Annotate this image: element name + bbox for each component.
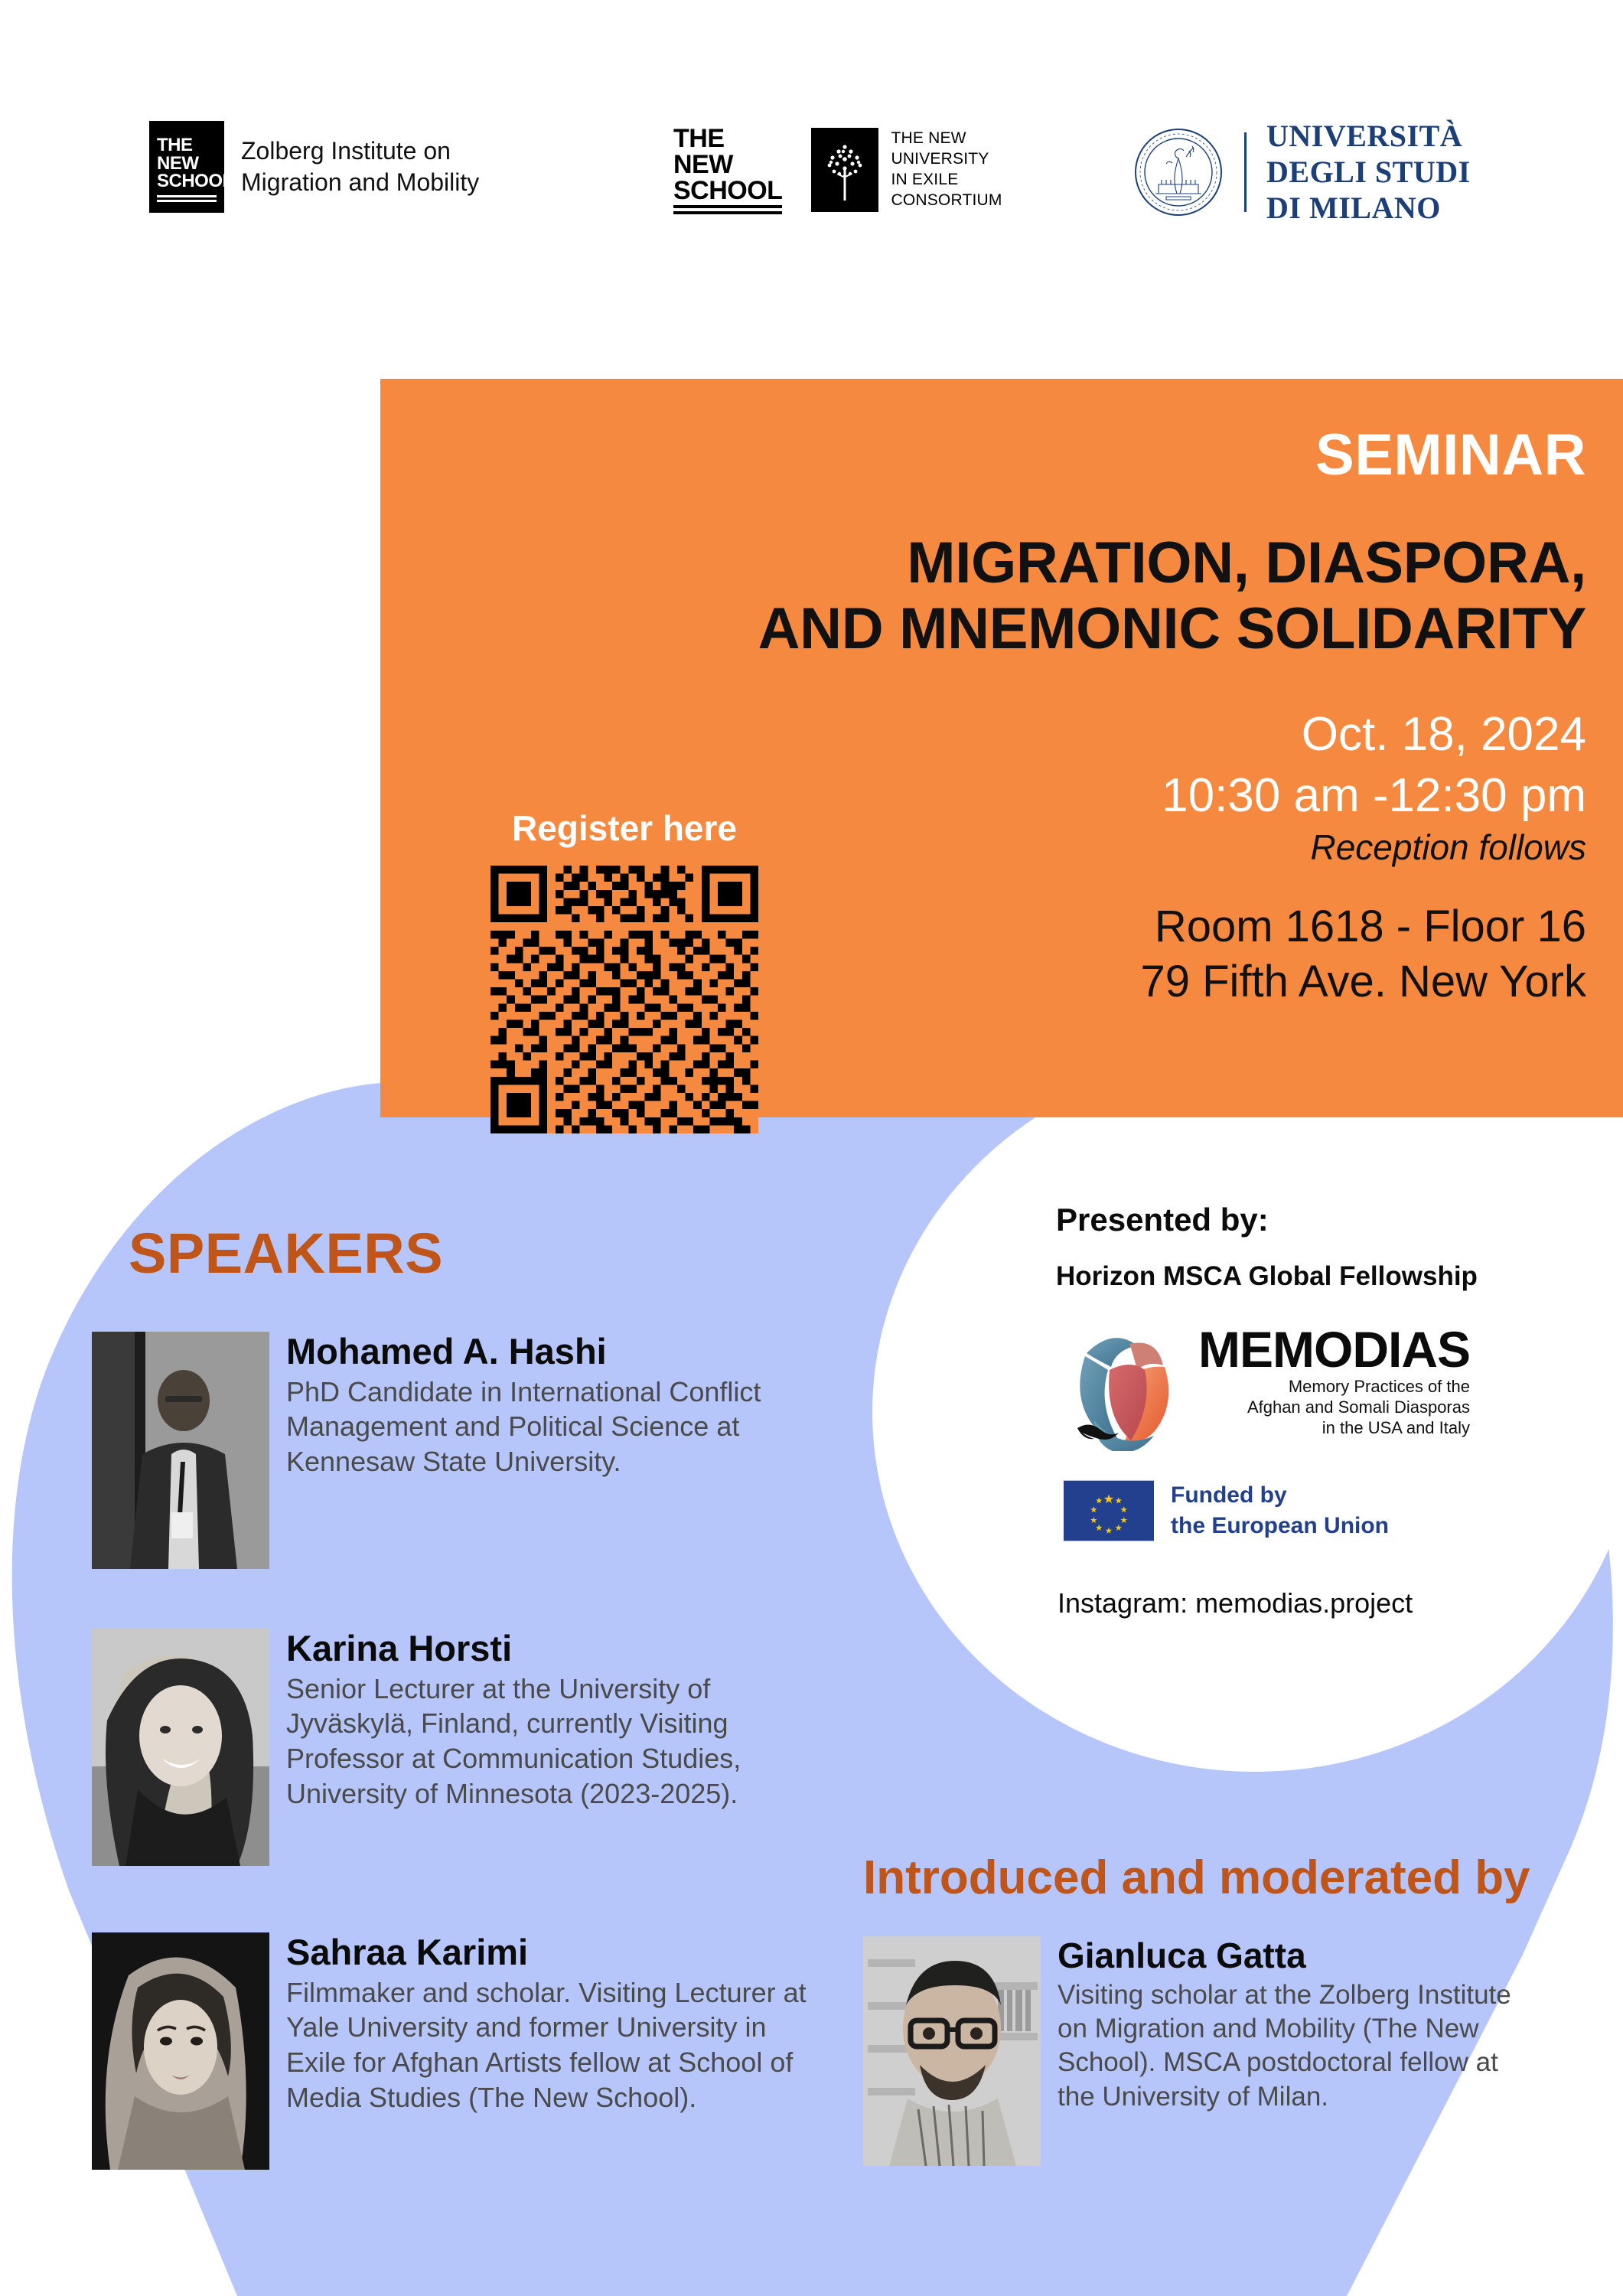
speaker-bio: PhD Candidate in International Conflict Management and Political Science at Kennesaw State University. [286,1375,761,1478]
event-date: Oct. 18, 2024 [1301,707,1586,761]
header-logo-row [0,115,1623,260]
moderator-card [863,1936,1517,2166]
moderator-photo [863,1936,1041,2166]
new-university-in-exile-wordmark [891,129,1002,211]
memodias-text [1198,1321,1470,1438]
title-line-2: AND MNEMONIC SOLIDARITY [758,595,1586,661]
nuec-line-1: THE NEW [891,129,966,148]
unimi-line-1: UNIVERSITÀ [1266,119,1463,153]
qr-code[interactable] [490,866,758,1133]
moderator-name: Gianluca Gatta [1058,1936,1306,1975]
logo-universita-milano [1133,118,1471,227]
location-line-1: Room 1618 - Floor 16 [1154,901,1586,951]
eu-funding-text [1171,1480,1389,1541]
tns-mark-line-3: SCHOOL [157,171,233,192]
tree-glyph-icon [817,133,872,207]
nuec-line-3: IN EXILE [891,171,959,188]
speaker-card [92,1629,822,1866]
event-reception-note: Reception follows [1310,827,1586,867]
tns-mark-line-2: NEW [157,152,199,174]
speaker-photo [92,1629,269,1866]
speaker-bio: Senior Lecturer at the University of Jyväskylä, Finland, currently Visiting Professor at Communication Studies, University of Minnesota (2023-2025). [286,1672,741,1809]
title-line-1: MIGRATION, DIASPORA, [907,530,1586,595]
moderator-text [1058,1936,1517,2166]
memodias-tagline-3: in the USA and Italy [1322,1417,1470,1437]
portrait-sahraa-karimi [92,1932,269,2170]
memodias-tagline-1: Memory Practices of the [1288,1377,1470,1397]
memodias-logo [1056,1313,1546,1451]
speaker-name: Sahraa Karimi [286,1932,529,1972]
memodias-tagline [1198,1377,1470,1438]
register-block[interactable] [460,807,789,1133]
moderator-bio: Visiting scholar at the Zolberg Institute on Migration and Mobility (The New School). MSCA postdoctoral fellow at the University of Milan. [1058,1979,1511,2112]
seminar-title [380,530,1586,662]
presented-by-panel [1056,1202,1546,1619]
eu-funding-badge [1064,1480,1546,1541]
speaker-text [286,1629,822,1866]
speaker-text [286,1932,814,2170]
zolberg-line-2: Migration and Mobility [241,168,480,196]
speaker-card [92,1332,807,1569]
eu-flag-icon [1064,1480,1154,1541]
presented-by-program: Horizon MSCA Global Fellowship [1056,1261,1478,1291]
speaker-bio: Filmmaker and scholar. Visiting Lecturer at Yale University and former University in Exile for Afghan Artists fellow at School of Media Studies (The New School). [286,1976,807,2113]
eu-funding-line-1: Funded by [1171,1482,1287,1508]
tns-word-line-2: NEW [673,150,733,179]
tree-icon [811,128,878,212]
the-new-school-wordmark-icon [673,126,782,214]
nuec-line-2: UNIVERSITY [891,150,989,168]
eu-funding-line-2: the European Union [1171,1513,1389,1538]
memodias-mark-icon [1056,1313,1194,1451]
speaker-photo [92,1332,269,1569]
portrait-mohamed-a-hashi [92,1332,269,1569]
zolberg-institute-wordmark [241,135,479,198]
speaker-text [286,1332,807,1569]
seminar-banner [380,379,1623,1117]
moderator-heading: Introduced and moderated by [863,1851,1530,1904]
unimi-divider [1244,132,1247,212]
tns-mark-line-1: THE [157,135,193,156]
tns-word-line-1: THE [673,124,725,153]
unimi-crest-icon [1133,126,1224,218]
register-label: Register here [511,808,737,848]
portrait-gianluca-gatta [863,1936,1041,2166]
logo-new-university-in-exile [673,126,1002,214]
speaker-name: Karina Horsti [286,1628,513,1668]
zolberg-line-1: Zolberg Institute on [241,137,451,165]
nuec-line-4: CONSORTIUM [891,191,1002,209]
event-time: 10:30 am -12:30 pm [1162,769,1586,823]
portrait-karina-horsti [92,1629,269,1866]
banner-kicker: SEMINAR [1315,422,1586,488]
unimi-line-3: DI MILANO [1266,191,1441,226]
unimi-wordmark [1266,118,1471,227]
speaker-card [92,1932,814,2170]
memodias-tagline-2: Afghan and Somali Diasporas [1247,1397,1470,1417]
presented-by-title: Presented by: [1056,1202,1269,1238]
memodias-wordmark: MEMODIAS [1198,1321,1470,1378]
tns-mark-rules-icon [157,193,217,202]
speakers-heading: SPEAKERS [129,1221,444,1285]
tns-word-line-3: SCHOOL [673,178,782,208]
speaker-name: Mohamed A. Hashi [286,1331,607,1371]
location-line-2: 79 Fifth Ave. New York [1140,957,1586,1007]
the-new-school-mark-icon [149,121,233,213]
unimi-line-2: DEGLI STUDI [1266,155,1471,190]
instagram-handle[interactable]: Instagram: memodias.project [1058,1587,1413,1619]
logo-zolberg-institute [149,121,479,213]
speaker-photo [92,1932,269,2170]
